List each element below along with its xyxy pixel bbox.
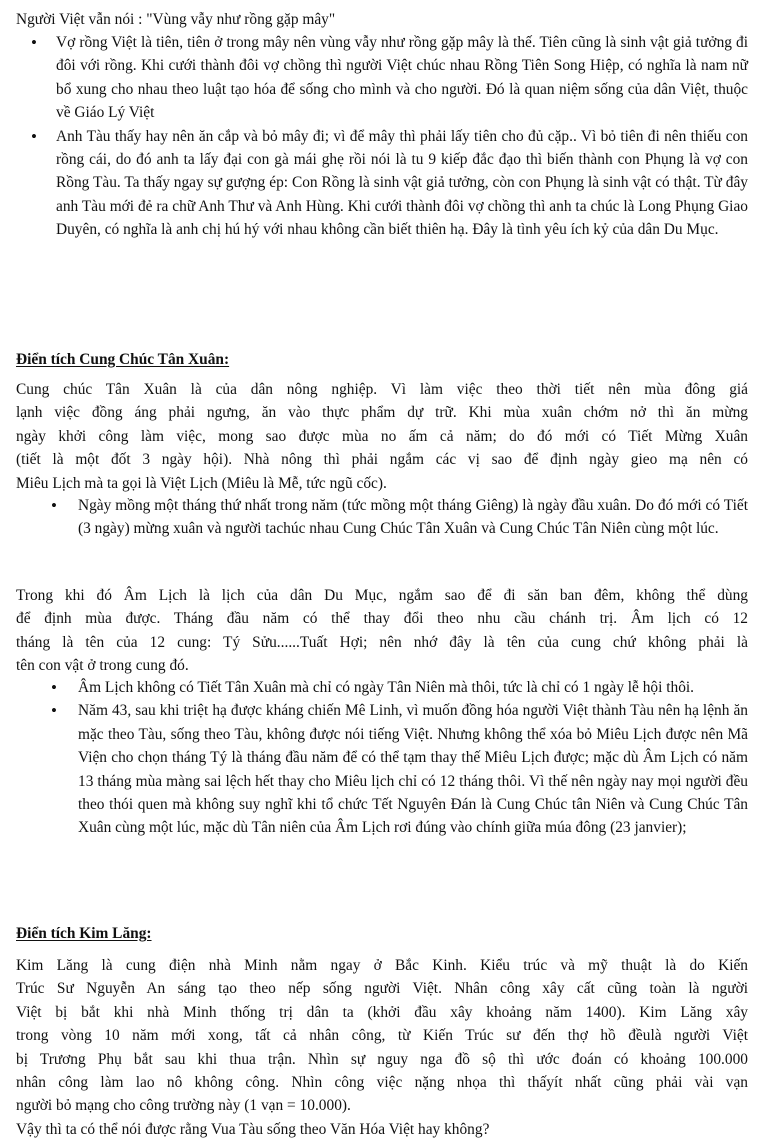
paragraph-line: Vậy thì ta có thể nói được rằng Vua Tàu sống theo Văn Hóa Việt hay không? [16, 1120, 490, 1138]
paragraph-line: Trong khi đó Âm Lịch là lịch của dân Du Mục, ngắm sao để đi săn ban đêm, không thể dùng [16, 587, 748, 604]
paragraph-line: tên con vật ở trong cung đó. [16, 657, 189, 675]
paragraph-line: Cung chúc Tân Xuân là của dân nông nghiệp. Vì làm việc theo thời tiết nên mùa đông giá [16, 381, 748, 398]
paragraph-line: (tiết là một đốt 3 ngày hội). Nhà nông thì phải ngắm các vị sao để định ngày gieo mạ nên có [16, 451, 748, 469]
list-item: • Vợ rồng Việt là tiên, tiên ở trong mây nên vùng vẫy như rồng gặp mây là thế. Tiên cũng là sinh vật giả tưởng đi đôi với rồng. Khi cưới thành đôi vợ chồng thì người Việt chúc nhau Rồng Tiên Song Hiệp, có nghĩa là nam nữ bổ xung cho nhau theo luật tạo hóa để sống cho mình và cho người. Đó là quan niệm sống của dân Việt, thuộc về Giáo Lý Việt [56, 31, 748, 125]
paragraph-tan-xuan [16, 378, 748, 495]
bullet-list-am-lich [78, 676, 748, 840]
paragraph-am-lich [16, 584, 748, 678]
section-heading-tan-xuan: Điển tích Cung Chúc Tân Xuân: [16, 351, 230, 368]
section-heading-kim-lang: Điển tích Kim Lăng: [16, 925, 152, 942]
paragraph-kim-lang [16, 954, 748, 1141]
paragraph-line: người bỏ mạng cho công trường này (1 vạn = 10.000). [16, 1097, 351, 1115]
paragraph-line: để định mùa được. Tháng đầu năm có thể thay đổi theo nhu cầu chánh trị. Âm lịch có 12 [16, 610, 748, 628]
paragraph-line: ngày khởi công làm việc, mong sao được mùa no ấm cả năm; do đó mới có Tiết Mừng Xuân [16, 427, 748, 445]
bullet-list-tan-xuan [78, 494, 748, 541]
paragraph-line: tháng là tên của 12 cung: Tý Sửu......Tuất Hợi; nên nhớ đây là tên của cung chứ không phải là [16, 633, 748, 651]
bullet-list-dragon [56, 31, 748, 242]
paragraph-line: Kim Lăng là cung điện nhà Minh nằm ngay ở Bắc Kinh. Kiểu trúc và mỹ thuật là do Kiến [16, 957, 748, 974]
paragraph-line: trong vòng 10 năm mới xong, tất cả nhân công, từ Kiến Trúc sư đến thợ hồ đềulà người Việt [16, 1027, 748, 1045]
intro-line: Người Việt vẫn nói : "Vùng vẫy như rồng gặp mây" [16, 11, 336, 28]
paragraph-line: Miêu Lịch mà ta gọi là Việt Lịch (Miêu là Mễ, tức ngũ cốc). [16, 474, 387, 492]
list-item: • Ngày mồng một tháng thứ nhất trong năm (tức mồng một tháng Giêng) là ngày đầu xuân. Do đó mới có Tiết (3 ngày) mừng xuân và người tachúc nhau Cung Chúc Tân Xuân và Cung Chúc Tân Niên cùng một lúc. [78, 494, 748, 541]
paragraph-line: lạnh việc đồng áng phải ngưng, ăn vào thực phẩm dự trữ. Khi mùa xuân chớm nở thì ăn mừng [16, 404, 748, 422]
paragraph-line: Trúc Sư Nguyễn An sáng tạo theo nếp sống người Việt. Nhân công xây cất cũng toàn là người [16, 980, 748, 998]
paragraph-line: nhân công làm lao nô không công. Nhìn công việc nặng nhọa thì thấyít nhất cũng phải vài vạn [16, 1074, 748, 1092]
list-item: • Anh Tàu thấy hay nên ăn cắp và bỏ mây đi; vì để mây thì phải lấy tiên cho đủ cặp.. Vì bỏ tiên đi nên thiếu con rồng cái, do đó anh ta lấy đại con gà mái ghẹ rồi nói là tu 9 kiếp đắc đạo thì biến thành con Phụng là vợ con Rồng Tàu. Ta thấy ngay sự gượng ép: Con Rồng là sinh vật giả tưởng, còn con Phụng là sinh vật có thật. Từ đây anh Tàu mới đẻ ra chữ Anh Thư và Anh Hùng. Khi cưới thành đôi vợ chồng thì anh ta chúc là Long Phụng Giao Duyên, có nghĩa là anh chị hú hý với nhau không cần biết thiên hạ. Đây là tình yêu ích kỷ của dân Du Mục. [56, 125, 748, 242]
paragraph-line: bị Trương Phụ bắt sau khi thua trận. Nhìn sự nguy nga đồ sộ thì ước đoán có khoảng 100.000 [16, 1050, 748, 1068]
paragraph-line: Việt bị bắt khi nhà Minh thống trị dân ta (khởi đầu xây khoảng năm 1400). Kim Lăng xây [16, 1003, 748, 1021]
list-item: • Năm 43, sau khi triệt hạ được kháng chiến Mê Linh, vì muốn đồng hóa người Việt thành Tàu nên hạ lệnh ăn mặc theo Tàu, sống theo Tàu, không được nói tiếng Việt. Nhưng không thể xóa bỏ Miêu Lịch được nên Mã Viện cho chọn tháng Tý là tháng đầu năm để có thể tạm thay thế Miêu Lịch được; mặc dù Âm Lịch có năm 13 tháng mùa màng sai lệch hết thay cho Miêu lịch chỉ có 12 tháng thôi. Vì thế nên ngày nay mọi người đều theo thói quen mà không suy nghĩ khi tổ chức Tết Nguyên Đán là Cung Chúc tân Niên và Cung Chúc Tân Xuân cùng một lúc, mặc dù Tân niên của Âm Lịch rơi đúng vào chính giữa múa đông (23 janvier); [78, 699, 748, 839]
list-item: • Âm Lịch không có Tiết Tân Xuân mà chỉ có ngày Tân Niên mà thôi, tức là chỉ có 1 ngày lễ hội thôi. [78, 676, 748, 699]
